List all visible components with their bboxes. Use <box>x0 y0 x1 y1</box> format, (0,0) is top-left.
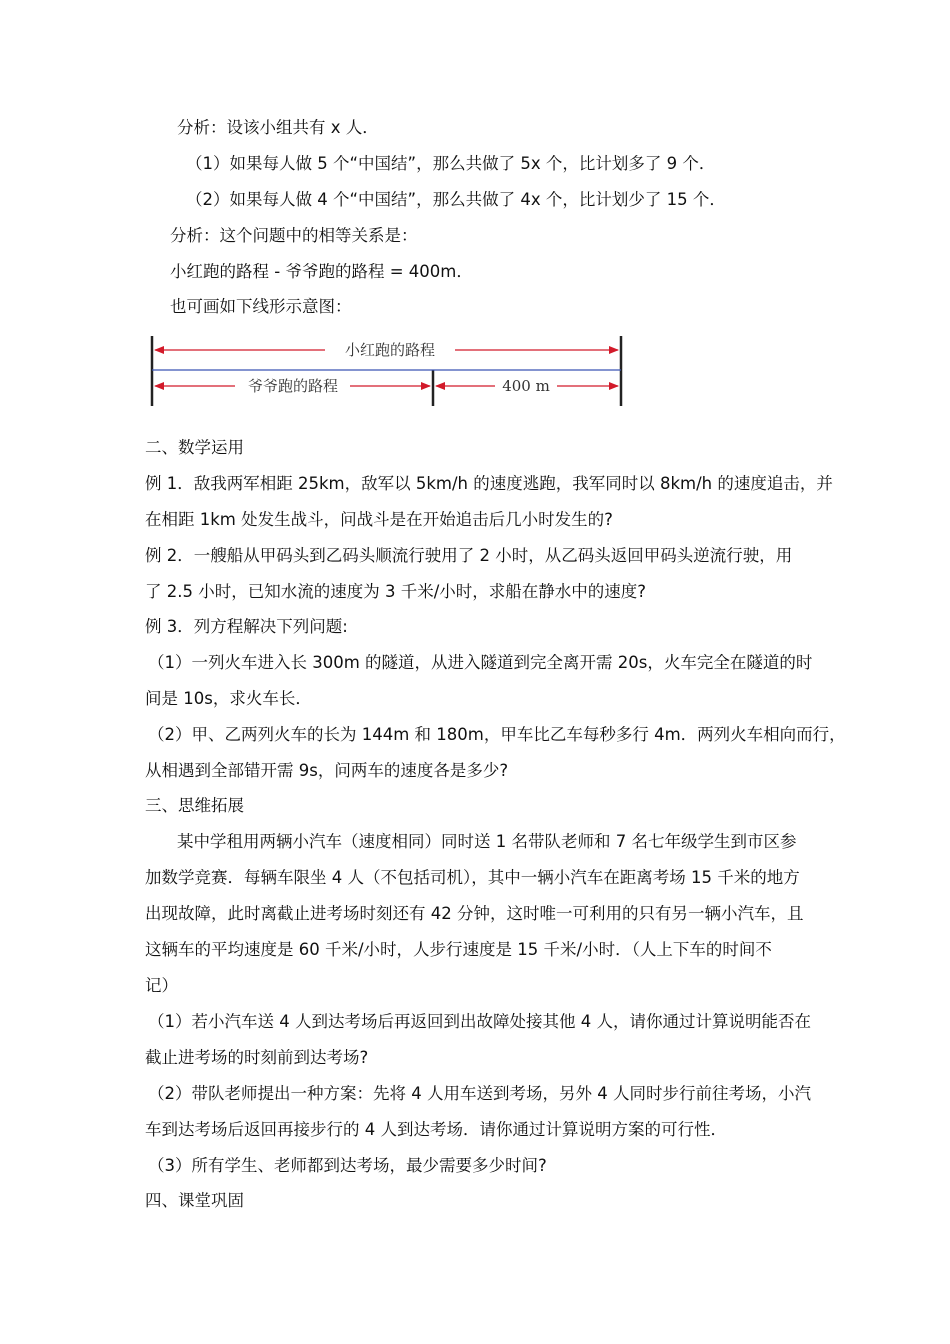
example3-q1-line1: （1）一列火车进入长 300m 的隧道，从进入隧道到完全离开需 20s，火车完全在隧道的时 <box>148 653 813 672</box>
right-label: 400 m <box>502 377 550 395</box>
question2-line1: （2）带队老师提出一种方案：先将 4 人用车送到考场，另外 4 人同时步行前往考场，小汽 <box>148 1084 811 1103</box>
example2-line1: 例 2．一艘船从甲码头到乙码头顺流行驶用了 2 小时，从乙码头返回甲码头逆流行驶，用 <box>145 546 793 565</box>
question1-line2: 截止进考场的时刻前到达考场? <box>145 1048 369 1067</box>
example2-line2: 了 2.5 小时，已知水流的速度为 3 千米/小时，求船在静水中的速度? <box>145 582 647 601</box>
line-diagram <box>145 330 635 410</box>
question1-line1: （1）若小汽车送 4 人到达考场后再返回到出故障处接其他 4 人，请你通过计算说明能否在 <box>148 1012 811 1031</box>
analysis2-intro: 分析：这个问题中的相等关系是： <box>170 226 418 245</box>
example3-heading: 例 3．列方程解决下列问题: <box>145 617 348 636</box>
question3: （3）所有学生、老师都到达考场，最少需要多少时间? <box>148 1156 547 1175</box>
analysis1-item2: （2）如果每人做 4 个“中国结”，那么共做了 4x 个，比计划少了 15 个． <box>186 190 726 209</box>
problem-line3: 出现故障，此时离截止进考场时刻还有 42 分钟，这时唯一可利用的只有另一辆小汽车，且 <box>145 904 804 923</box>
analysis2-diagram-note: 也可画如下线形示意图： <box>170 297 352 316</box>
problem-line1: 某中学租用两辆小汽车（速度相同）同时送 1 名带队老师和 7 名七年级学生到市区参 <box>177 832 797 851</box>
analysis1-intro: 分析：设该小组共有 x 人． <box>177 118 379 137</box>
section4-heading: 四、课堂巩固 <box>145 1191 244 1210</box>
example1-line1: 例 1．敌我两军相距 25km，敌军以 5km/h 的速度逃跑，我军同时以 8km/h 的速度追击，并 <box>145 474 833 493</box>
example3-q2-line2: 从相遇到全部错开需 9s，问两车的速度各是多少? <box>145 761 509 780</box>
section2-heading: 二、数学运用 <box>145 438 244 457</box>
analysis1-item1: （1）如果每人做 5 个“中国结”，那么共做了 5x 个，比计划多了 9 个． <box>186 154 716 173</box>
example3-q2-line1: （2）甲、乙两列火车的长为 144m 和 180m，甲车比乙车每秒多行 4m．两列火车相向而行， <box>148 725 846 744</box>
left-label: 爷爷跑的路程 <box>247 377 339 395</box>
problem-line4: 这辆车的平均速度是 60 千米/小时，人步行速度是 15 千米/小时．（人上下车的时间不 <box>145 940 772 959</box>
problem-line5: 记） <box>145 976 178 995</box>
section3-heading: 三、思维拓展 <box>145 796 244 815</box>
example3-q1-line2: 间是 10s，求火车长． <box>145 689 312 708</box>
analysis2-relation: 小红跑的路程 - 爷爷跑的路程 = 400m． <box>170 262 473 281</box>
top-label: 小红跑的路程 <box>344 341 436 359</box>
question2-line2: 车到达考场后返回再接步行的 4 人到达考场．请你通过计算说明方案的可行性． <box>145 1120 727 1139</box>
problem-line2: 加数学竞赛．每辆车限坐 4 人（不包括司机），其中一辆小汽车在距离考场 15 千米的地方 <box>145 868 800 887</box>
example1-line2: 在相距 1km 处发生战斗，问战斗是在开始追击后几小时发生的? <box>145 510 613 529</box>
